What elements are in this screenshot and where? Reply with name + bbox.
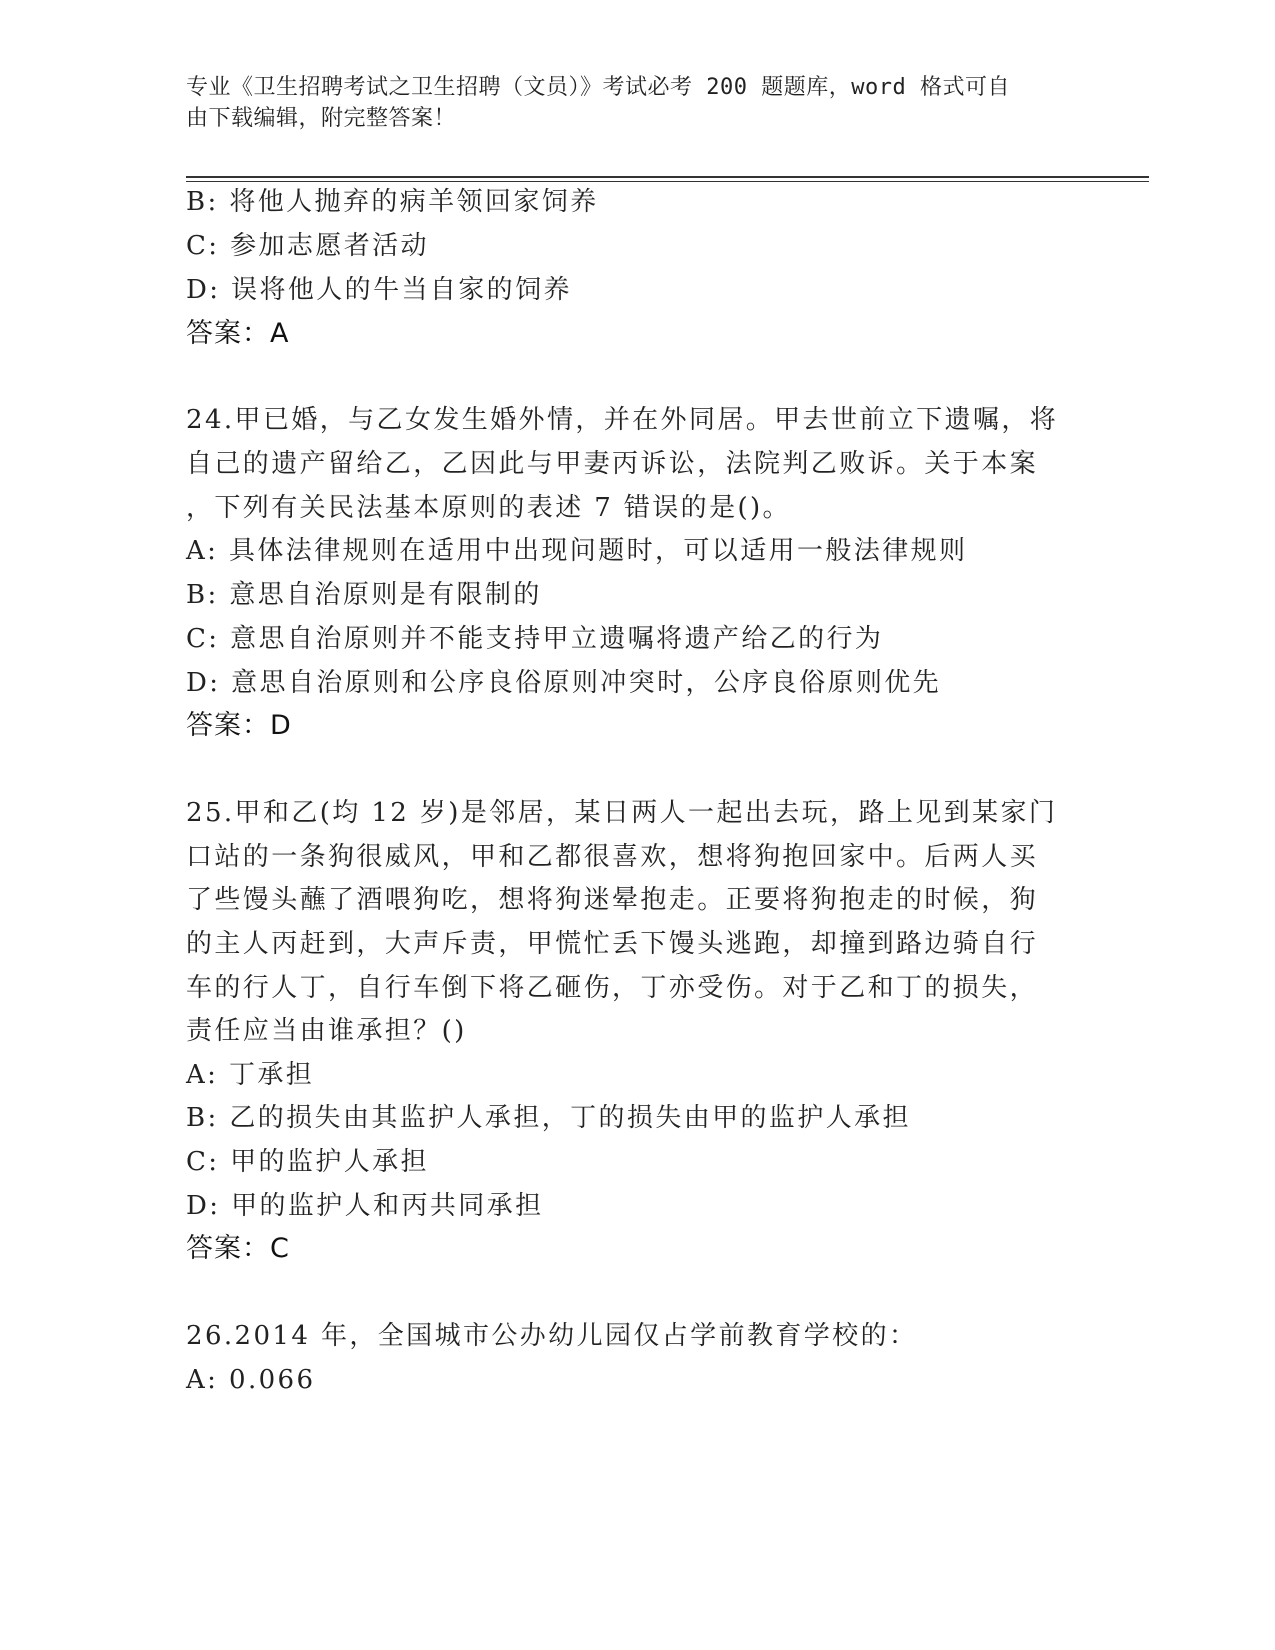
q25-stem-line-3: 了些馒头蘸了酒喂狗吃，想将狗迷晕抱走。正要将狗抱走的时候，狗 <box>186 885 1039 915</box>
q24-answer: 答案：D <box>186 710 292 741</box>
q24-option-b: B: 意思自治原则是有限制的 <box>186 580 542 610</box>
q25-option-a: A: 丁承担 <box>186 1060 315 1090</box>
q24-option-d: D: 意思自治原则和公序良俗原则冲突时，公序良俗原则优先 <box>186 668 942 698</box>
q25-stem-line-4: 的主人丙赶到，大声斥责，甲慌忙丢下馒头逃跑，却撞到路边骑自行 <box>186 929 1039 959</box>
header-divider-thick <box>186 176 1149 178</box>
q25-option-c: C: 甲的监护人承担 <box>186 1147 429 1177</box>
document-header <box>186 72 1066 134</box>
q25-answer: 答案：C <box>186 1233 290 1264</box>
header-line-2: 由下载编辑，附完整答案！ <box>186 106 457 131</box>
q25-stem-line-5: 车的行人丁，自行车倒下将乙砸伤，丁亦受伤。对于乙和丁的损失， <box>186 973 1039 1003</box>
q25-stem-line-1: 25.甲和乙(均 12 岁)是邻居，某日两人一起出去玩，路上见到某家门 <box>186 798 1058 828</box>
q24-stem-line-1: 24.甲已婚，与乙女发生婚外情，并在外同居。甲去世前立下遗嘱，将 <box>186 405 1059 435</box>
q23-answer: 答案：A <box>186 318 290 349</box>
q24-stem-line-2: 自己的遗产留给乙，乙因此与甲妻丙诉讼，法院判乙败诉。关于本案 <box>186 449 1039 479</box>
q26-option-a: A: 0.066 <box>186 1365 316 1395</box>
q25-option-b: B: 乙的损失由其监护人承担，丁的损失由甲的监护人承担 <box>186 1103 911 1133</box>
q24-stem-line-3: ，下列有关民法基本原则的表述 7 错误的是()。 <box>186 493 791 523</box>
q25-stem-line-6: 责任应当由谁承担？() <box>186 1016 467 1046</box>
q26-stem-line-1: 26.2014 年，全国城市公办幼儿园仅占学前教育学校的： <box>186 1321 918 1351</box>
q25-stem-line-2: 口站的一条狗很威风，甲和乙都很喜欢，想将狗抱回家中。后两人买 <box>186 842 1039 872</box>
header-divider-thin <box>186 181 1149 182</box>
q24-option-a: A: 具体法律规则在适用中出现问题时，可以适用一般法律规则 <box>186 536 968 566</box>
q23-option-b: B: 将他人抛弃的病羊领回家饲养 <box>186 187 599 217</box>
q23-option-d: D: 误将他人的牛当自家的饲养 <box>186 275 572 305</box>
q23-option-c: C: 参加志愿者活动 <box>186 231 429 261</box>
q25-option-d: D: 甲的监护人和丙共同承担 <box>186 1191 544 1221</box>
q24-option-c: C: 意思自治原则并不能支持甲立遗嘱将遗产给乙的行为 <box>186 624 884 654</box>
header-line-1: 专业《卫生招聘考试之卫生招聘（文员）》考试必考 200 题题库，word 格式可自 <box>186 75 1010 100</box>
